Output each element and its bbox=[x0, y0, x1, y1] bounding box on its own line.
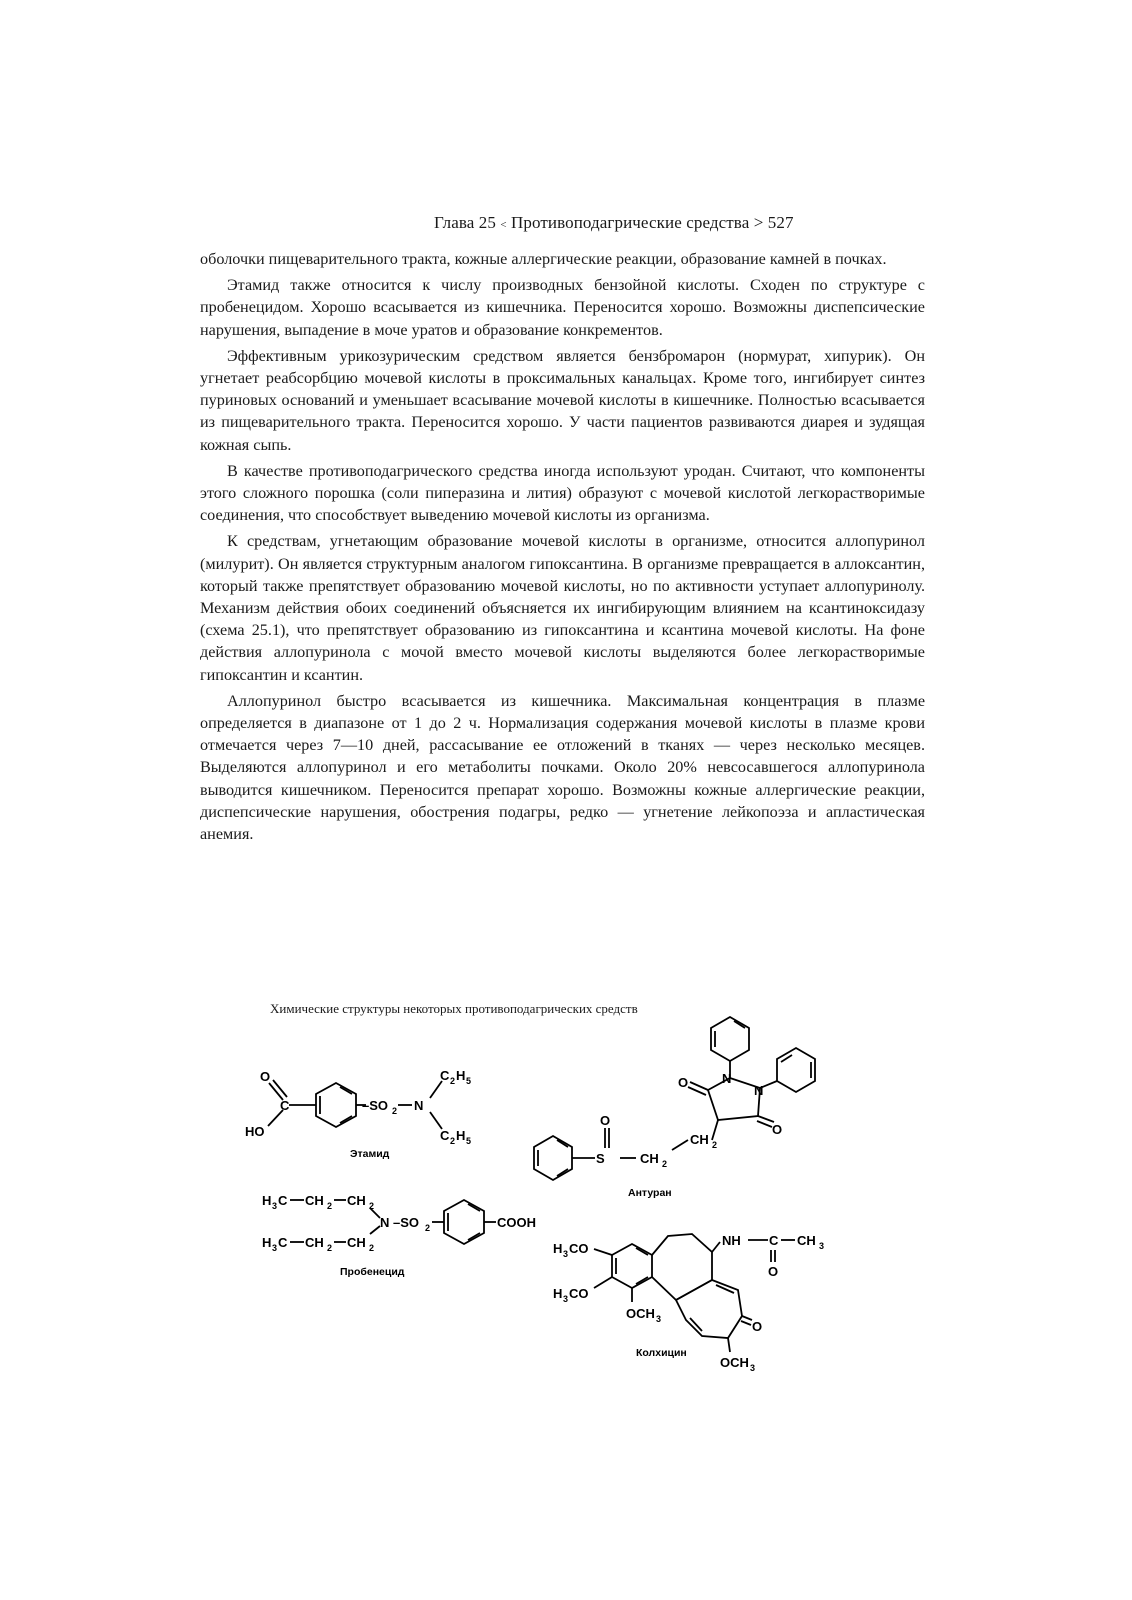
svg-text:H: H bbox=[456, 1068, 466, 1083]
probenecid-cooh: COOH bbox=[497, 1215, 536, 1230]
svg-text:2: 2 bbox=[450, 1136, 456, 1146]
svg-text:H: H bbox=[553, 1241, 563, 1256]
svg-text:CH: CH bbox=[690, 1132, 709, 1147]
svg-text:2: 2 bbox=[369, 1243, 375, 1253]
etamid-name: Этамид bbox=[350, 1148, 390, 1160]
svg-text:O: O bbox=[600, 1113, 611, 1128]
svg-text:OCH: OCH bbox=[626, 1306, 655, 1321]
svg-text:H: H bbox=[456, 1128, 466, 1143]
svg-text:C: C bbox=[278, 1193, 288, 1208]
svg-text:2: 2 bbox=[450, 1076, 456, 1086]
svg-text:CH: CH bbox=[305, 1235, 324, 1250]
etamid-so: –SO bbox=[362, 1098, 389, 1113]
svg-text:CH: CH bbox=[305, 1193, 324, 1208]
svg-text:NH: NH bbox=[722, 1233, 741, 1248]
probenecid-n-so2: N –SO bbox=[380, 1215, 420, 1230]
svg-text:CO: CO bbox=[569, 1286, 589, 1301]
figure-caption: Химические структуры некоторых противоподагрических средств bbox=[270, 1001, 638, 1016]
svg-text:C: C bbox=[278, 1235, 288, 1250]
svg-text:H: H bbox=[553, 1286, 563, 1301]
header-separator: < bbox=[500, 219, 507, 231]
svg-text:2: 2 bbox=[662, 1159, 668, 1169]
svg-text:2: 2 bbox=[327, 1243, 333, 1253]
svg-text:3: 3 bbox=[819, 1241, 825, 1251]
svg-text:CH: CH bbox=[347, 1235, 366, 1250]
etamid-n: N bbox=[414, 1098, 424, 1113]
svg-text:3: 3 bbox=[563, 1294, 569, 1304]
paragraph: Этамид также относится к числу производных бензойной кислоты. Сходен по структуре с пробенецидом. Хорошо всасывается из кишечника. Переносится хорошо. Возможны диспепсические нарушения, выпадение в моче уратов и образование конкрементов. bbox=[200, 276, 925, 339]
anturan-s: S bbox=[596, 1151, 605, 1166]
svg-text:H: H bbox=[262, 1235, 272, 1250]
etamid-structure bbox=[245, 1068, 471, 1160]
svg-text:3: 3 bbox=[563, 1249, 569, 1259]
svg-text:H: H bbox=[262, 1193, 272, 1208]
svg-text:5: 5 bbox=[466, 1076, 472, 1086]
page-number: > 527 bbox=[753, 213, 794, 232]
svg-text:3: 3 bbox=[272, 1243, 278, 1253]
svg-text:OCH: OCH bbox=[720, 1355, 749, 1370]
svg-text:CH: CH bbox=[640, 1151, 659, 1166]
svg-text:O: O bbox=[752, 1319, 763, 1334]
paragraph: оболочки пищеварительного тракта, кожные аллергические реакции, образование камней в почках. bbox=[200, 250, 887, 268]
svg-text:3: 3 bbox=[750, 1363, 756, 1373]
svg-text:CH: CH bbox=[797, 1233, 816, 1248]
etamid-ho: HO bbox=[245, 1124, 265, 1139]
svg-text:O: O bbox=[768, 1264, 779, 1279]
colchicine-name: Колхицин bbox=[636, 1347, 687, 1359]
svg-text:2: 2 bbox=[392, 1106, 398, 1116]
anturan-n1: N bbox=[722, 1071, 732, 1086]
etamid-o: O bbox=[260, 1069, 271, 1084]
anturan-structure bbox=[534, 1017, 815, 1199]
svg-text:5: 5 bbox=[466, 1136, 472, 1146]
svg-text:C: C bbox=[440, 1128, 450, 1143]
svg-text:3: 3 bbox=[272, 1201, 278, 1211]
svg-text:2: 2 bbox=[712, 1140, 718, 1150]
anturan-n2: N bbox=[754, 1083, 764, 1098]
paragraph: Эффективным урикозурическим средством является бензбромарон (нормурат, хипурик). Он угнетает реабсорбцию мочевой кислоты в проксимальных канальцах. Кроме того, ингибирует синтез пуриновых оснований и уменьшает всасывание мочевой кислоты в кишечнике. Полностью всасывается из пищеварительного тракта. Переносится хорошо. У части пациентов развиваются диарея и зудящая кожная сыпь. bbox=[200, 346, 925, 454]
etamid-c: C bbox=[280, 1098, 290, 1113]
svg-text:2: 2 bbox=[369, 1201, 375, 1211]
paragraph: Аллопуринол быстро всасывается из кишечника. Максимальная концентрация в плазме определяется в диапазоне от 1 до 2 ч. Нормализация содержания мочевой кислоты в плазме крови отмечается через 7—10 дней, рассасывание ее отложений в тканях — через несколько месяцев. Выделяются аллопуринол и его метаболиты почками. Около 20% невсосавшегося аллопуринола выводится кишечником. Переносится препарат хорошо. Возможны кожные аллергические реакции, диспепсические нарушения, обострения подагры, редко — угнетение лейкопоэза и апластическая анемия. bbox=[200, 691, 925, 844]
probenecid-structure bbox=[262, 1193, 536, 1278]
anturan-name: Антуран bbox=[628, 1187, 672, 1199]
svg-text:O: O bbox=[772, 1122, 783, 1137]
svg-text:C: C bbox=[769, 1233, 779, 1248]
svg-text:CO: CO bbox=[569, 1241, 589, 1256]
svg-text:O: O bbox=[678, 1075, 689, 1090]
svg-text:2: 2 bbox=[425, 1223, 431, 1233]
svg-text:C: C bbox=[440, 1068, 450, 1083]
colchicine-structure bbox=[553, 1233, 824, 1373]
paragraph: К средствам, угнетающим образование мочевой кислоты в организме, относится аллопуринол (милурит). Он является структурным аналогом гипоксантина. В организме превращается в аллоксантин, который также препятствует образованию мочевой кислоты, но по активности уступает аллопуринолу. Механизм действия обоих соединений объясняется их ингибирующим влиянием на ксантиноксидазу (схема 25.1), что препятствует образованию из гипоксантина и ксантина мочевой кислоты. На фоне действия аллопуринола с мочой вместо мочевой кислоты выделяются более легкорастворимые гипоксантин и ксантин. bbox=[200, 532, 925, 684]
chapter-title: Противоподагрические средства bbox=[511, 213, 750, 232]
paragraph: В качестве противоподагрического средства иногда используют уродан. Считают, что компоненты этого сложного порошка (соли пиперазина и лития) образуют с мочевой кислотой легкорастворимые соединения, что способствует выведению мочевой кислоты из организма. bbox=[200, 461, 925, 525]
probenecid-name: Пробенецид bbox=[340, 1266, 405, 1278]
svg-text:3: 3 bbox=[656, 1314, 662, 1324]
svg-text:2: 2 bbox=[327, 1201, 333, 1211]
chapter-number: Глава 25 bbox=[434, 213, 496, 232]
svg-text:CH: CH bbox=[347, 1193, 366, 1208]
